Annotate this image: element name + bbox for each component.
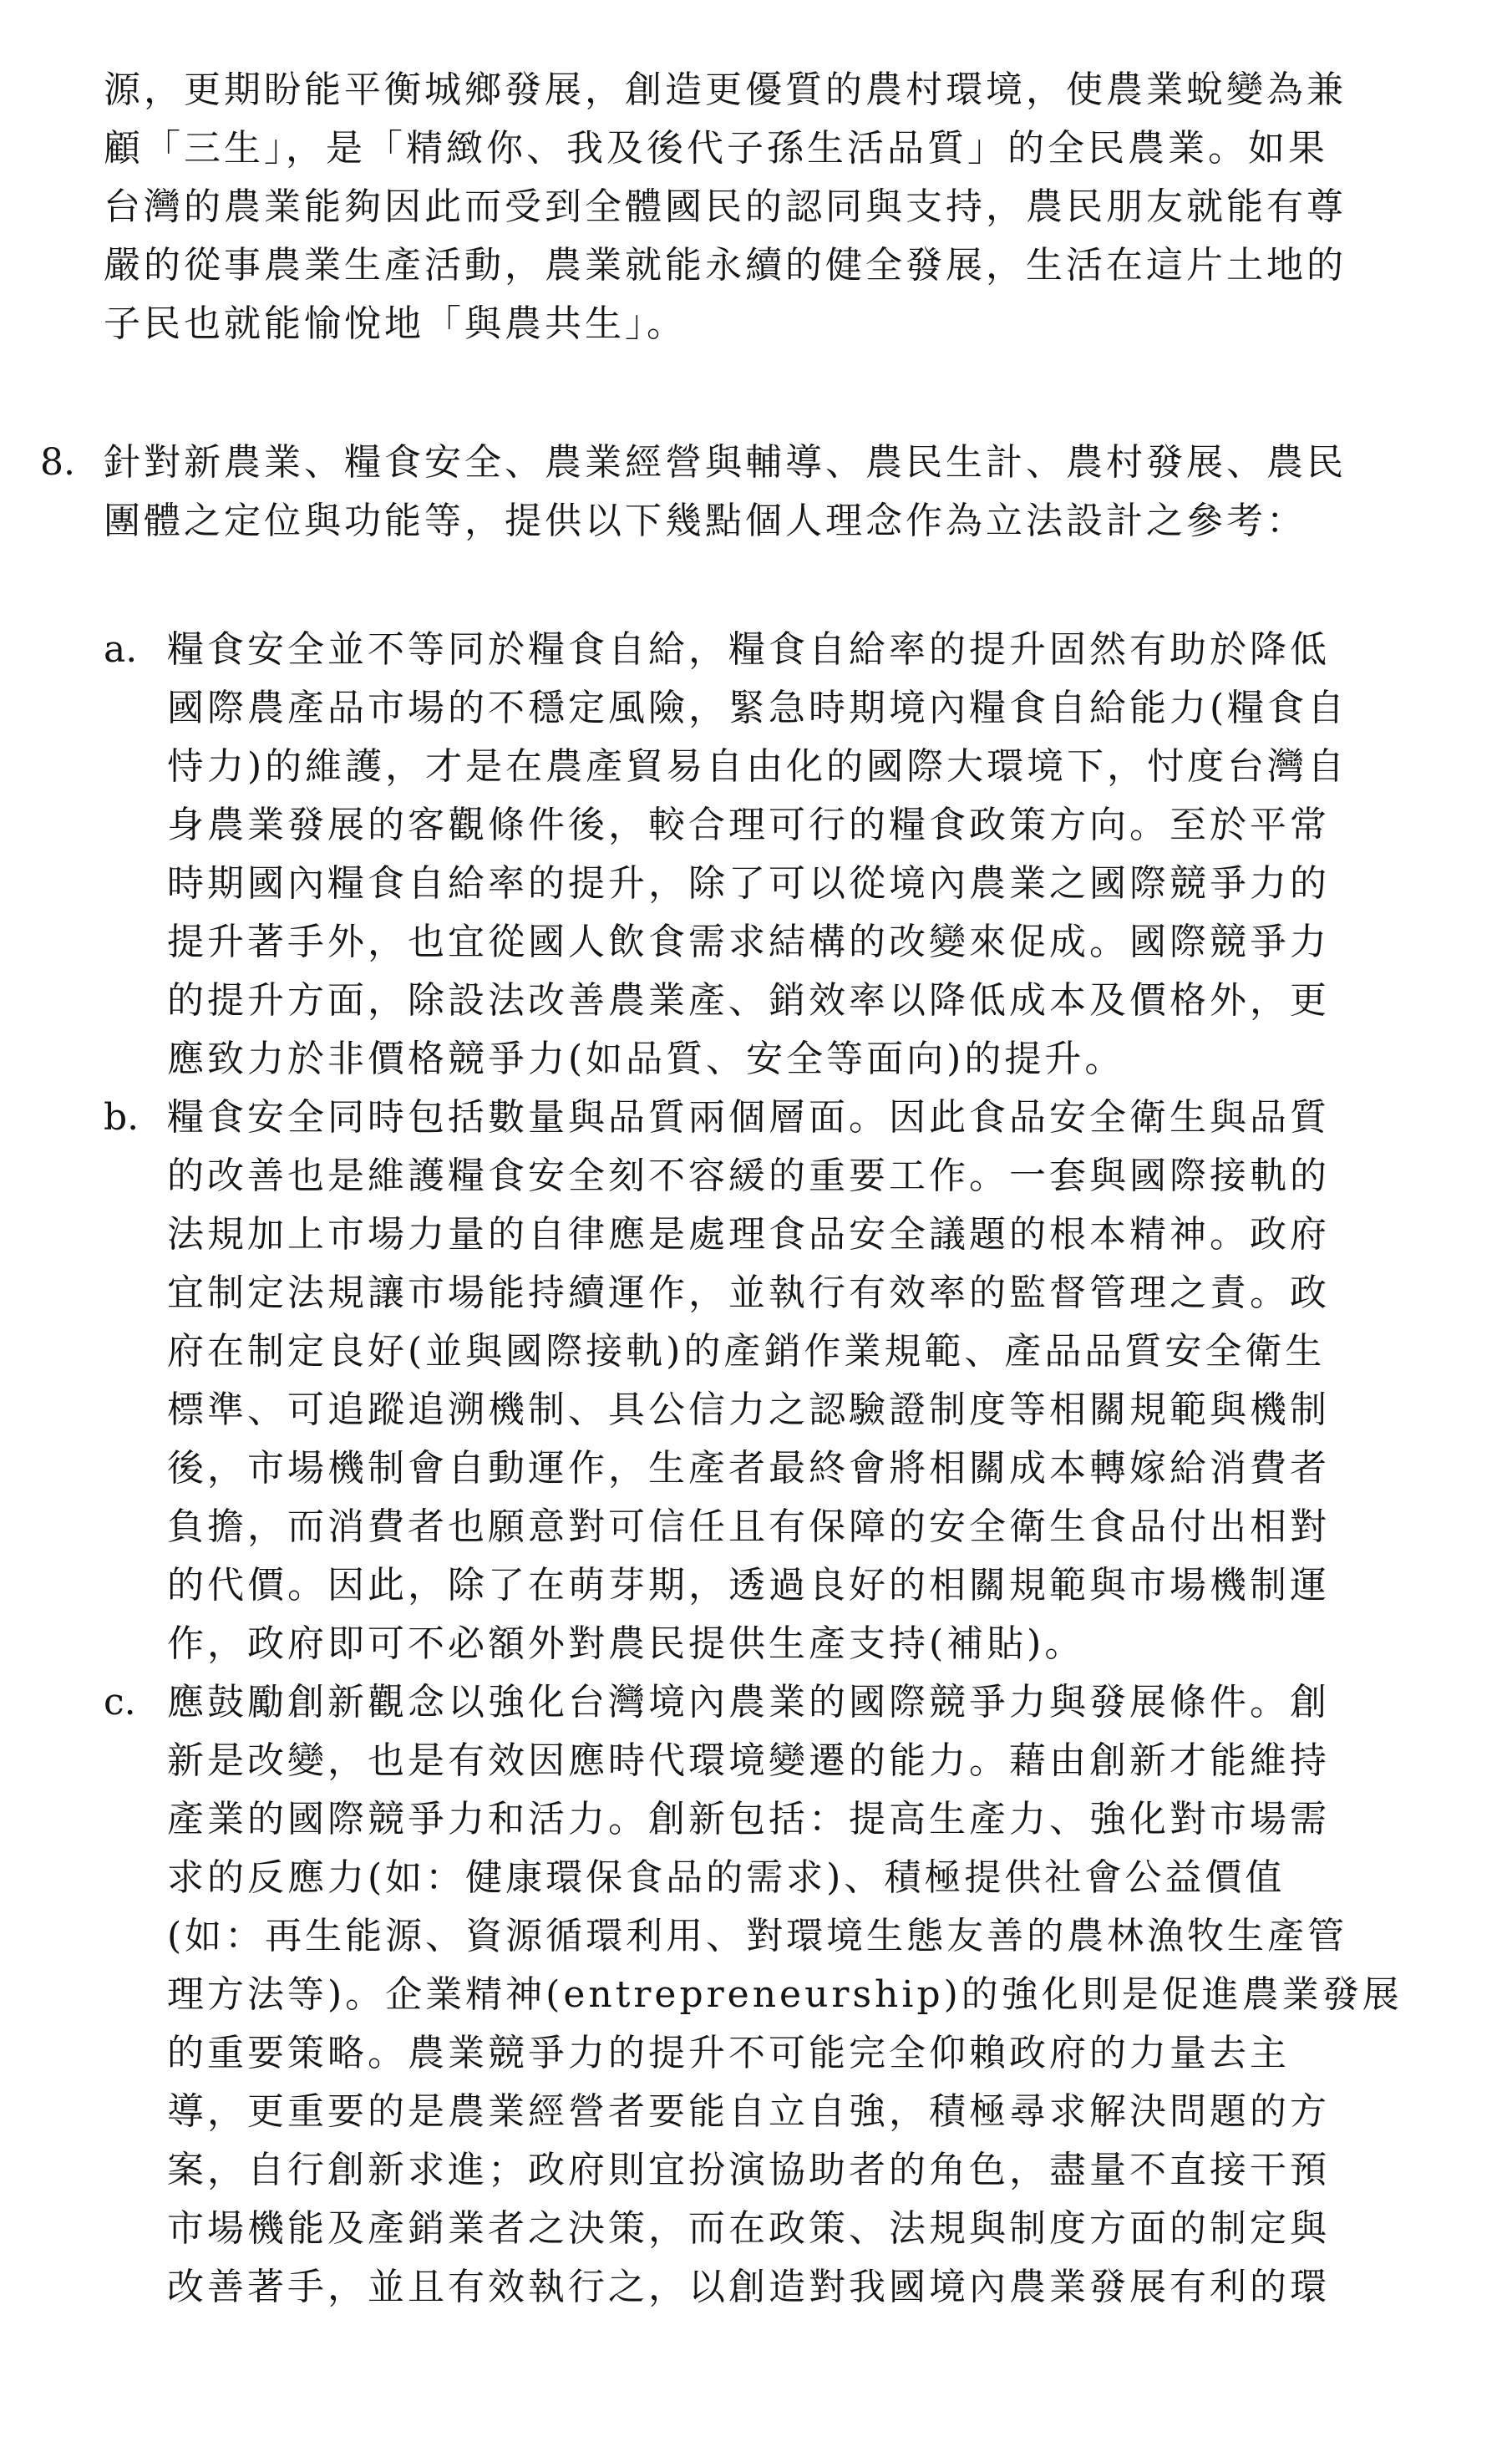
text-line: 求的反應力(如：健康環保食品的需求)、積極提供社會公益價值 xyxy=(167,1856,1286,1899)
item-marker: b. xyxy=(104,1096,140,1139)
item-marker: c. xyxy=(104,1681,136,1723)
text-line: 顧「三生」，是「精緻你、我及後代子孫生活品質」的全民農業。如果 xyxy=(104,127,1328,170)
text-line: 應鼓勵創新觀念以強化台灣境內農業的國際競爭力與發展條件。創 xyxy=(167,1681,1330,1723)
text-line: 糧食安全並不等同於糧食自給，糧食自給率的提升固然有助於降低 xyxy=(167,628,1330,671)
text-line: 時期國內糧食自給率的提升，除了可以從境內農業之國際競爭力的 xyxy=(167,862,1330,905)
text-line: 台灣的農業能夠因此而受到全體國民的認同與支持，農民朋友就能有尊 xyxy=(104,185,1347,228)
text-line: 嚴的從事農業生產活動，農業就能永續的健全發展，生活在這片土地的 xyxy=(104,244,1347,287)
text-line: 國際農產品市場的不穩定風險，緊急時期境內糧食自給能力(糧食自 xyxy=(167,687,1348,729)
text-line: 標準、可追蹤追溯機制、具公信力之認驗證制度等相關規範與機制 xyxy=(167,1388,1330,1431)
text-line: 法規加上市場力量的自律應是處理食品安全議題的根本精神。政府 xyxy=(167,1213,1330,1256)
text-line: 的改善也是維護糧食安全刻不容緩的重要工作。一套與國際接軌的 xyxy=(167,1155,1330,1197)
text-line: (如：再生能源、資源循環利用、對環境生態友善的農林漁牧生產管 xyxy=(167,1915,1348,1957)
text-line: 團體之定位與功能等，提供以下幾點個人理念作為立法設計之參考： xyxy=(104,500,1307,542)
text-line: 恃力)的維護，才是在農產貿易自由化的國際大環境下，忖度台灣自 xyxy=(167,745,1348,788)
text-line: 改善著手，並且有效執行之，以創造對我國境內農業發展有利的環 xyxy=(167,2266,1330,2308)
text-line: 提升著手外，也宜從國人飲食需求結構的改變來促成。國際競爭力 xyxy=(167,921,1330,963)
text-line: 應致力於非價格競爭力(如品質、安全等面向)的提升。 xyxy=(167,1038,1125,1080)
text-line: 糧食安全同時包括數量與品質兩個層面。因此食品安全衛生與品質 xyxy=(167,1096,1330,1139)
text-line: 宜制定法規讓市場能持續運作，並執行有效率的監督管理之責。政 xyxy=(167,1272,1330,1314)
text-line: 負擔，而消費者也願意對可信任且有保障的安全衛生食品付出相對 xyxy=(167,1505,1330,1548)
text-line: 的重要策略。農業競爭力的提升不可能完全仰賴政府的力量去主 xyxy=(167,2032,1290,2074)
text-line: 市場機能及產銷業者之決策，而在政策、法規與制度方面的制定與 xyxy=(167,2207,1330,2250)
text-line: 子民也就能愉悅地「與農共生」。 xyxy=(104,302,687,345)
text-line: 府在制定良好(並與國際接軌)的產銷作業規範、產品品質安全衛生 xyxy=(167,1330,1326,1373)
text-line: 身農業發展的客觀條件後，較合理可行的糧食政策方向。至於平常 xyxy=(167,804,1330,846)
text-line: 後，市場機制會自動運作，生產者最終會將相關成本轉嫁給消費者 xyxy=(167,1447,1330,1490)
item-marker: a. xyxy=(104,628,138,671)
text-line: 導，更重要的是農業經營者要能自立自強，積極尋求解決問題的方 xyxy=(167,2090,1330,2133)
text-line: 新是改變，也是有效因應時代環境變遷的能力。藉由創新才能維持 xyxy=(167,1739,1330,1782)
text-line: 的提升方面，除設法改善農業產、銷效率以降低成本及價格外，更 xyxy=(167,979,1330,1022)
text-line: 源，更期盼能平衡城鄉發展，創造更優質的農村環境，使農業蛻變為兼 xyxy=(104,69,1347,111)
text-line: 針對新農業、糧食安全、農業經營與輔導、農民生計、農村發展、農民 xyxy=(104,441,1347,484)
text-line: 產業的國際競爭力和活力。創新包括：提高生產力、強化對市場需 xyxy=(167,1798,1330,1840)
text-line: 案，自行創新求進；政府則宜扮演協助者的角色，盡量不直接干預 xyxy=(167,2149,1330,2191)
text-line: 理方法等)。企業精神(entrepreneurship)的強化則是促進農業發展 xyxy=(167,1973,1403,2016)
section-number: 8. xyxy=(40,441,75,484)
text-line: 作，政府即可不必額外對農民提供生產支持(補貼)。 xyxy=(167,1622,1085,1665)
text-line: 的代價。因此，除了在萌芽期，透過良好的相關規範與市場機制運 xyxy=(167,1564,1330,1607)
